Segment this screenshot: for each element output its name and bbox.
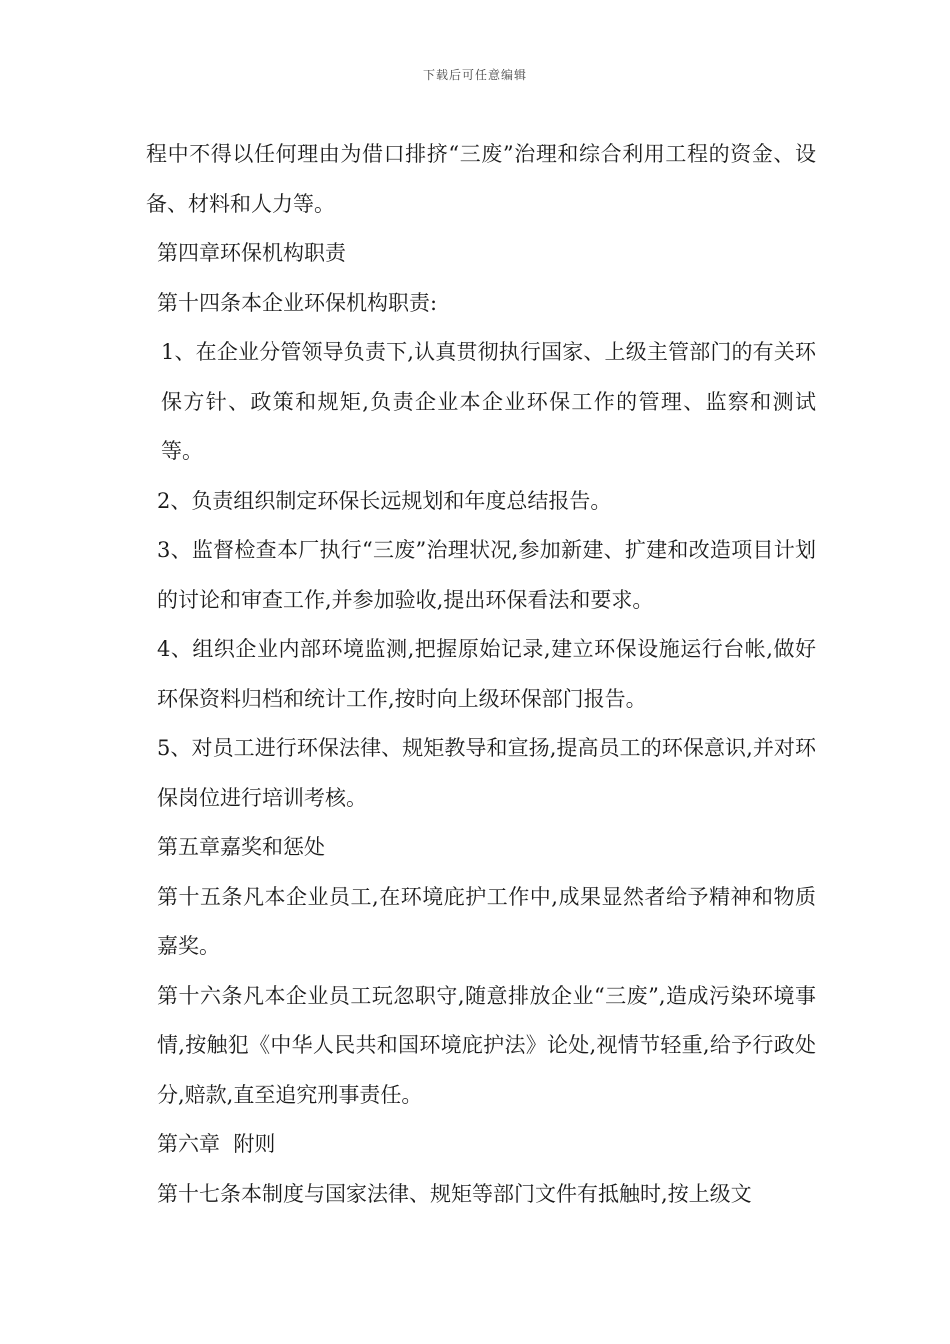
article-15: 第十五条凡本企业员工,在环境庇护工作中,成果显然者给予精神和物质嘉奖。 [157, 884, 816, 958]
article-16: 第十六条凡本企业员工玩忽职守,随意排放企业“三废”,造成污染环境事情,按触犯《中华人民共和国环境庇护法》论处,视情节轻重,给予行政处分,赔款,直至追究刑事责任。 [157, 983, 816, 1107]
page-header-note: 下载后可任意编辑 [422, 68, 527, 82]
document-body [146, 130, 816, 1219]
article-17: 第十七条本制度与国家法律、规矩等部门文件有抵触时,按上级文 [157, 1181, 752, 1206]
article-14: 第十四条本企业环保机构职责: [157, 290, 438, 315]
article-14-item-1: 1、在企业分管领导负责下,认真贯彻执行国家、上级主管部门的有关环保方针、政策和规矩,负责企业本企业环保工作的管理、监察和测试等。 [161, 340, 816, 463]
paragraph-continuation: 程中不得以任何理由为借口排挤“三废”治理和综合利用工程的资金、设备、材料和人力等。 [146, 142, 816, 216]
article-14-item-4: 4、组织企业内部环境监测,把握原始记录,建立环保设施运行台帐,做好环保资料归档和统计工作,按时向上级环保部门报告。 [157, 637, 816, 711]
chapter-heading-6: 第六章 附则 [157, 1132, 276, 1156]
article-14-item-2: 2、负责组织制定环保长远规划和年度总结报告。 [157, 488, 612, 513]
chapter-heading-4: 第四章环保机构职责 [157, 241, 346, 265]
article-14-item-5: 5、对员工进行环保法律、规矩教导和宣扬,提高员工的环保意识,并对环保岗位进行培训考核。 [157, 736, 816, 810]
article-14-item-3: 3、监督检查本厂执行“三废”治理状况,参加新建、扩建和改造项目计划的讨论和审查工作,并参加验收,提出环保看法和要求。 [157, 538, 816, 612]
chapter-heading-5: 第五章嘉奖和惩处 [157, 835, 325, 859]
